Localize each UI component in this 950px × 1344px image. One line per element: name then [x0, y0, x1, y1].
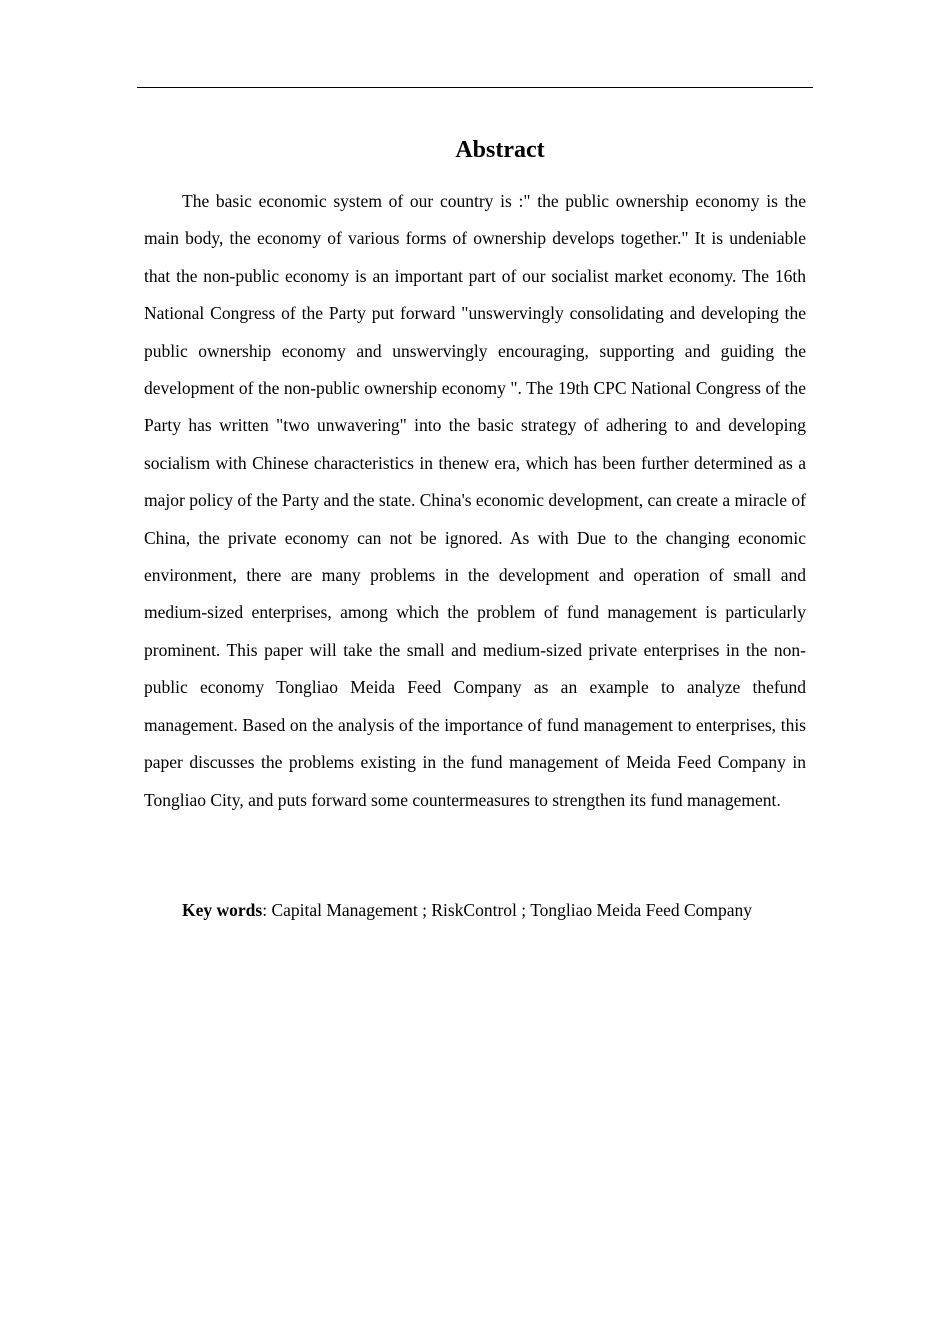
- keywords-line: [144, 893, 806, 927]
- page-title: Abstract: [455, 137, 545, 163]
- keywords-label: Key words: [182, 900, 263, 920]
- abstract-paragraph: The basic economic system of our country is :" the public ownership economy is the main body, the economy of various forms of ownership develops together." It is undeniable that the non-public economy is an important part of our socialist market economy. The 16th National Congress of the Party put forward "unswervingly consolidating and developing the public ownership economy and unswervingly encouraging, supporting and guiding the development of the non-public ownership economy ". The 19th CPC National Congress of the Party has written "two unwavering" into the basic strategy of adhering to and developing socialism with Chinese characteristics in thenew era, which has been further determined as a major policy of the Party and the state. China's economic development, can create a miracle of China, the private economy can not be ignored. As with Due to the changing economic environment, there are many problems in the development and operation of small and medium-sized enterprises, among which the problem of fund management is particularly prominent. This paper will take the small and medium-sized private enterprises in the non-public economy Tongliao Meida Feed Company as an example to analyze thefund management. Based on the analysis of the importance of fund management to enterprises, this paper discusses the problems existing in the fund management of Meida Feed Company in Tongliao City, and puts forward some countermeasures to strengthen its fund management.: [144, 191, 806, 810]
- keywords-list: : Capital Management ; RiskControl ; Tongliao Meida Feed Company: [262, 900, 753, 920]
- header-rule: [137, 87, 813, 88]
